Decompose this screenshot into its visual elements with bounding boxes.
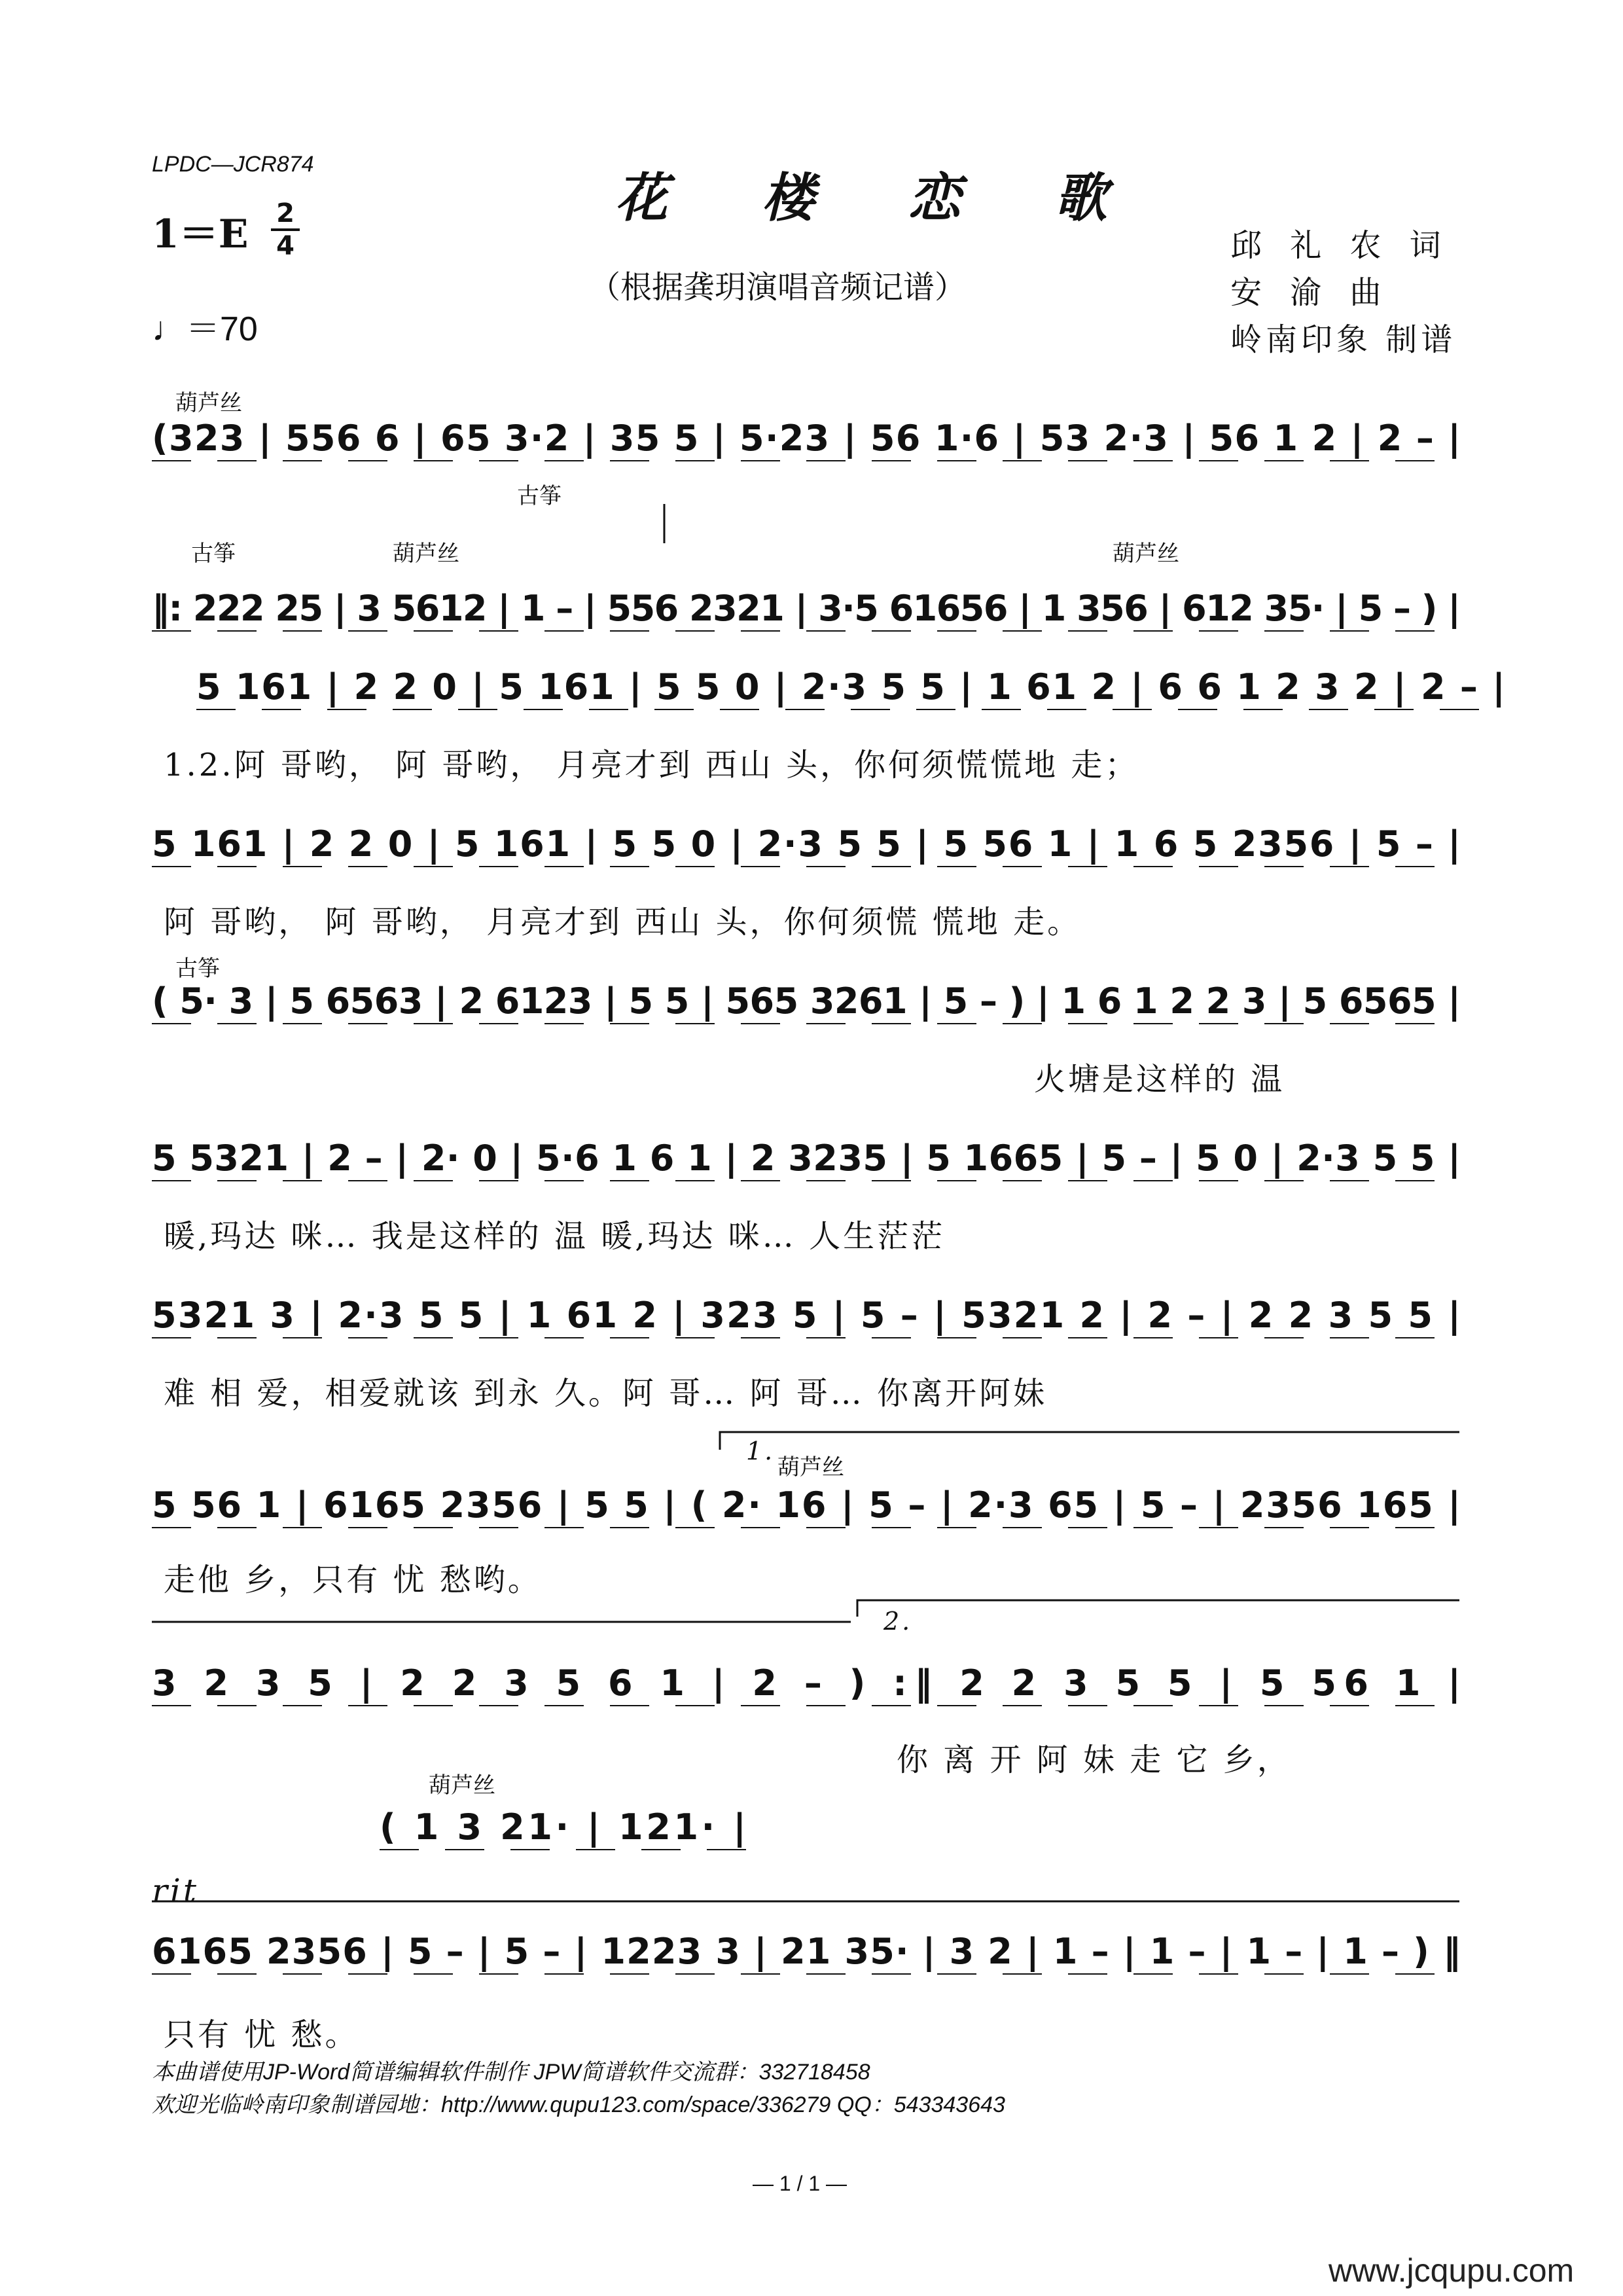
arranger-credit: 岭南印象 制谱 [1230,321,1457,358]
volta-first-label: 1. [746,1437,776,1465]
notation-line-9: 3 2 3 5 | 2 2 3 5 6 1 | 2 – ) :‖ 2 2 3 5 5 | 5 56 1 | [152,1662,1461,1704]
instrument-label-guzheng: 古筝 [191,541,236,567]
lyrics-line-4: 暖,玛达 咪… 我是这样的 温 暖,玛达 咪… 人生茫茫 [164,1218,946,1255]
instrument-label-huluxi-3: 葫芦丝 [1113,541,1179,567]
lyrics-line-5: 难 相 爱，相爱就该 到永 久。阿 哥… 阿 哥… 你离开阿妹 [164,1375,1048,1412]
tempo-marking: ♩＝70 [152,310,258,348]
lyrics-line-3: 火塘是这样的 温 [1034,1061,1285,1098]
lyricist-credit: 邱 礼 农 词 [1230,227,1450,264]
footer-line-2: 欢迎光临岭南印象制谱园地：http://www.qupu123.com/space/336279 QQ：543343643 [152,2092,1005,2117]
time-sig-top: 2 [276,198,294,228]
instrument-label-guzheng-3: 古筝 [175,956,220,982]
volta-1-bracket [720,1432,1459,1450]
volta-2-bracket [857,1600,1459,1617]
instrument-label-huluxi-5: 葫芦丝 [429,1772,495,1799]
volta-second-label: 2. [883,1607,913,1636]
footer-line-1: 本曲谱使用JP-Word简谱编辑软件制作 JPW简谱软件交流群：332718458 [152,2060,870,2085]
song-subtitle: （根据龚玥演唱音频记谱） [589,269,967,306]
lyrics-line-8: 只有 忧 愁。 [164,2017,359,2053]
notation-line-3: 5 161 | 2 2 0 | 5 161 | 5 5 0 | 2·3 5 5 | 1 61 2 | 6 6 1 2 3 2 | 2 – | [196,666,1505,708]
instrument-label-huluxi-4: 葫芦丝 [777,1454,844,1480]
instrument-label-guzheng-2: 古筝 [517,483,562,509]
page-number: — 1 / 1 — [753,2172,847,2195]
lyrics-line-1: 1.2.阿 哥哟， 阿 哥哟， 月亮才到 西山 头，你何须慌慌地 走； [164,747,1139,783]
notation-line-2: ‖: 222 25 | 3 5612 | 1 – | 556 2321 | 3·5 61656 | 1 356 | 612 35· | 5 – ) | [152,588,1461,629]
watermark: www.jcqupu.com [1329,2252,1575,2289]
notation-line-7: 5321 3 | 2·3 5 5 | 1 61 2 | 323 5 | 5 – | 5321 2 | 2 – | 2 2 3 5 5 | [152,1295,1461,1336]
instrument-label-huluxi-2: 葫芦丝 [393,541,459,567]
score-code: LPDC—JCR874 [152,152,314,177]
song-title: 花 楼 恋 歌 [615,167,1145,228]
notation-line-6: 5 5321 | 2 – | 2· 0 | 5·6 1 6 1 | 2 3235 | 5 1665 | 5 – | 5 0 | 2·3 5 5 | [152,1138,1461,1179]
notation-line-5: ( 5· 3 | 5 6563 | 2 6123 | 5 5 | 565 3261 | 5 – ) | 1 6 1 2 2 3 | 5 6565 | [152,980,1461,1022]
lyrics-line-7: 你 离 开 阿 妹 走 它 乡， [897,1742,1291,1778]
lyrics-line-2: 阿 哥哟， 阿 哥哟， 月亮才到 西山 头，你何须慌 慌地 走。 [164,904,1082,941]
notation-line-8: 5 56 1 | 6165 2356 | 5 5 | ( 2· 16 | 5 – | 2·3 65 | 5 – | 2356 165 | [152,1484,1461,1526]
notation-line-10: ( 1 3 21· | 121· | [380,1806,746,1848]
notation-line-1: (323 | 556 6 | 65 3·2 | 35 5 | 5·23 | 56 1·6 | 53 2·3 | 56 1 2 | 2 – | [152,418,1461,459]
notation-line-4: 5 161 | 2 2 0 | 5 161 | 5 5 0 | 2·3 5 5 | 5 56 1 | 1 6 5 2356 | 5 – | [152,823,1461,865]
notation-line-11: 6165 2356 | 5 – | 5 – | 1223 3 | 21 35· | 3 2 | 1 – | 1 – | 1 – | 1 – ) ‖ [152,1931,1461,1972]
composer-credit: 安 渝 曲 [1230,274,1391,311]
instrument-label-huluxi: 葫芦丝 [175,390,242,416]
time-sig-bottom: 4 [276,231,294,261]
key-signature: 1＝E [152,211,249,257]
rit-marking: rit [152,1872,199,1910]
lyrics-line-6: 走他 乡，只有 忧 愁哟。 [164,1562,542,1598]
